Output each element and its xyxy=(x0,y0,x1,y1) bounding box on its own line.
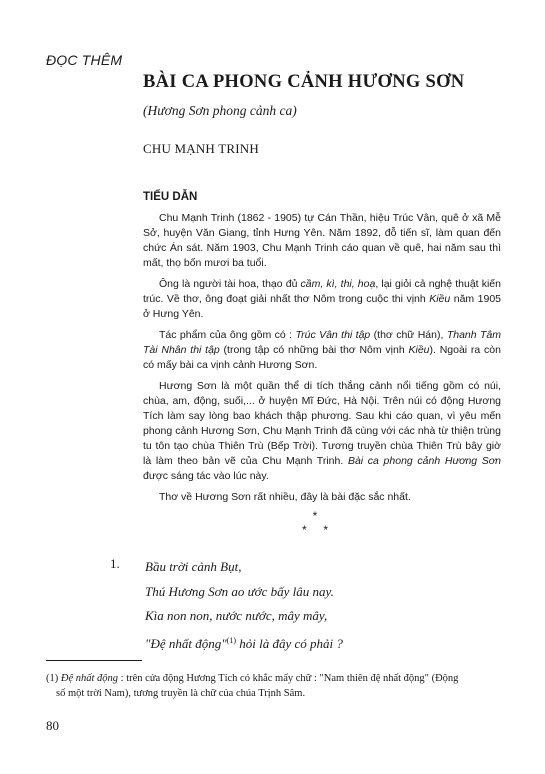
text-run: Ông là người tài hoa, thạo đủ xyxy=(159,278,301,290)
poem-line: Kìa non non, nước nước, mây mây, xyxy=(145,608,328,623)
intro-paragraph-4 xyxy=(143,379,501,484)
text-run: (trong tập có những bài thơ Nôm vịnh xyxy=(219,344,409,356)
page-title: BÀI CA PHONG CẢNH HƯƠNG SƠN xyxy=(143,72,465,92)
poem-stanza xyxy=(145,555,343,656)
section-separator xyxy=(295,508,335,536)
text-run: , lại giỏi cả nghệ thuật kiến trúc. Về thơ, ông đoạt giải nhất thơ Nôm trong cuộc thi vịnh xyxy=(143,278,501,305)
emphasis-arts: cầm, kì, thi, hoạ xyxy=(300,278,376,290)
separator-star-top: * xyxy=(312,509,318,523)
text-run: hỏi là đây có phải ? xyxy=(236,635,343,651)
footnote-mark: (1) xyxy=(46,673,61,684)
separator-stars-bottom: * * xyxy=(301,523,328,537)
footnote-term: Đệ nhất động xyxy=(60,673,119,684)
poem-line xyxy=(145,629,343,657)
poem-stanza-number: 1. xyxy=(110,556,120,571)
text-run: ). Ngoài ra còn có mấy bài ca vịnh cảnh Hương Sơn. xyxy=(143,344,501,371)
intro-paragraph-3 xyxy=(143,328,501,373)
footnote-divider xyxy=(46,660,142,661)
emphasis-kieu: Kiều xyxy=(408,344,430,356)
text-run: "Đệ nhất động" xyxy=(145,635,227,651)
footnote-ref[interactable]: (1) xyxy=(226,635,237,645)
section-label: ĐỌC THÊM xyxy=(46,52,123,68)
intro-paragraph-1: Chu Mạnh Trinh (1862 - 1905) tự Cán Thần, hiệu Trúc Vân, quê ở xã Mễ Sở, huyện Văn Giang, tỉnh Hưng Yên. Năm 1892, đỗ tiến sĩ, làm quan đến chức Án sát. Năm 1903, Chu Mạnh Trinh cáo quan về quê, hai năm sau thì mất, thọ bốn mươi ba tuổi. xyxy=(143,212,501,269)
intro-heading: TIỂU DẪN xyxy=(143,191,198,203)
emphasis-kieu: Kiều xyxy=(429,293,451,305)
work-title: Trúc Vân thi tập xyxy=(295,329,371,341)
intro-paragraph-5: Thơ về Hương Sơn rất nhiều, đây là bài đặc sắc nhất. xyxy=(159,491,411,503)
text-run: (thơ chữ Hán), xyxy=(370,329,447,341)
text-run: Hương Sơn là một quần thể di tích thắng cảnh nổi tiếng gồm có núi, chùa, am, động, suối,... ở huyện Mĩ Đức, Hà Nội. Trên núi có động Hương Tích làm say lòng bao khách thập phương. Sau khi cáo quan, vì yêu mến phong cảnh Hương Sơn, Chu Mạnh Trinh đã cùng với các nhà từ thiện trùng tu tôn tạo chùa Thiên Trù (Bếp Trời). Tương truyền chùa Thiên Trù bây giờ là làm theo bản vẽ của Chu Mạnh Trinh. xyxy=(143,380,501,467)
intro-body xyxy=(143,211,501,511)
text-run: : trên cửa động Hương Tích có khắc mấy chữ : "Nam thiên đệ nhất động" (Động xyxy=(118,673,459,684)
poem-line: Bầu trời cảnh Bụt, xyxy=(145,559,242,574)
text-run: năm 1905 ở Hưng Yên. xyxy=(143,293,501,320)
footnote xyxy=(46,671,504,701)
work-title: Bài ca phong cảnh Hương Sơn xyxy=(347,455,501,467)
text-run: được sáng tác vào lúc này. xyxy=(143,470,269,482)
text-run: Tác phẩm của ông gồm có : xyxy=(159,329,296,341)
poem-line: Thú Hương Sơn ao ước bấy lâu nay. xyxy=(145,583,334,599)
intro-paragraph-2 xyxy=(143,277,501,322)
page-number: 80 xyxy=(46,718,59,733)
work-title: Thanh Tâm Tài Nhân thi tập xyxy=(143,329,501,356)
page-subtitle: (Hương Sơn phong cảnh ca) xyxy=(143,103,297,118)
footnote-continuation: số một trời Nam), tương truyền là chữ của chúa Trịnh Sâm. xyxy=(56,688,306,699)
author-name: CHU MẠNH TRINH xyxy=(143,141,259,156)
